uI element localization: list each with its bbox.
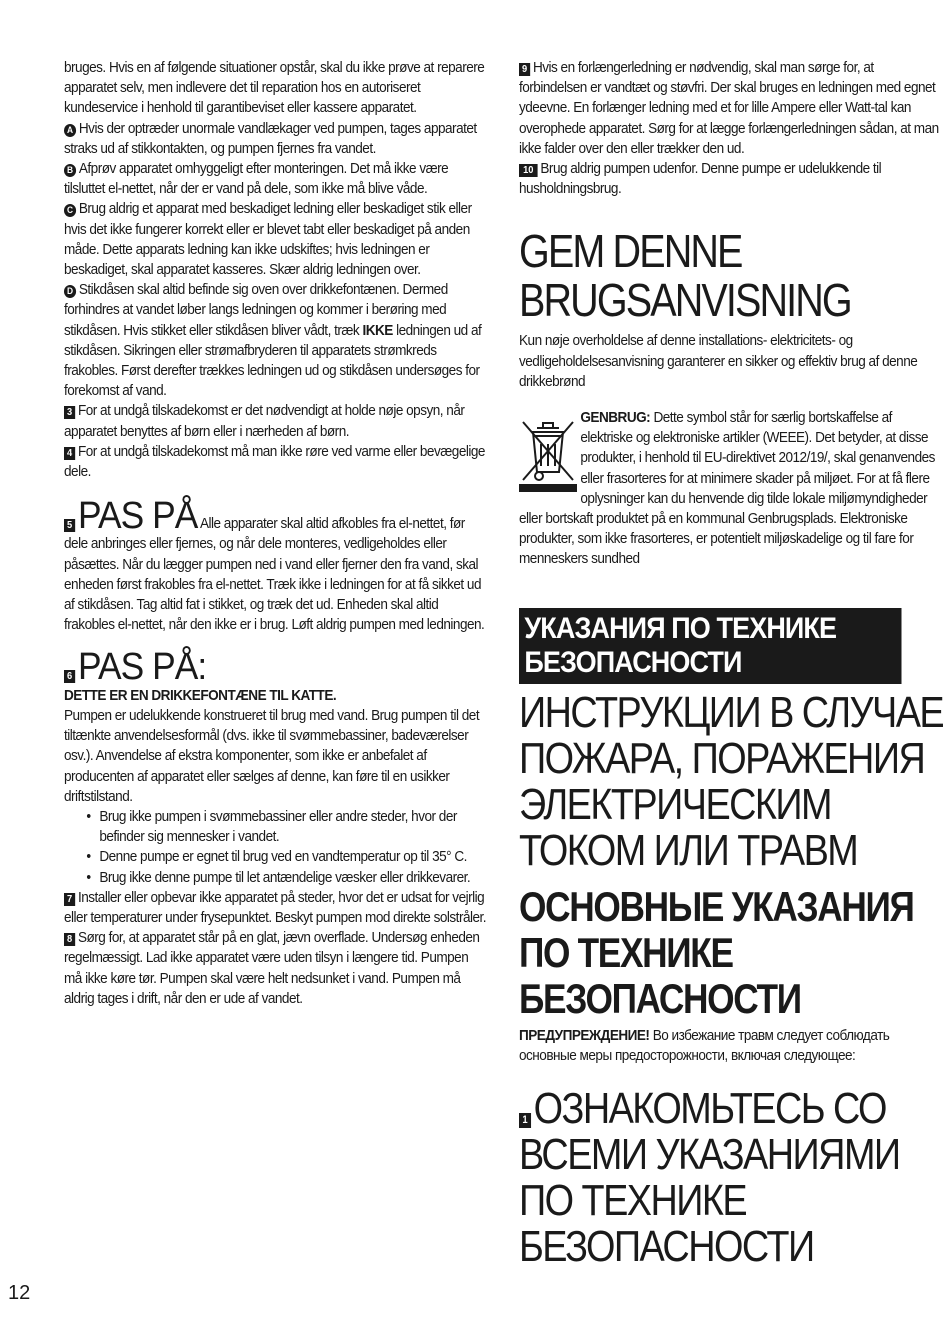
item-d-text-after: ledningen ud af stikdåsen. Sikringen eller strømafbryderen til apparatets strømkreds frakobles. Først derefter trækkes ledningen ud og stikdåsen undersøges for forekomst af vand.: [64, 322, 482, 400]
item-b-text: Afprøv apparatet omhyggeligt efter monteringen. Det må ikke være tilsluttet el-nettet, når der er vand på dele, som ikke må blive våde.: [64, 161, 449, 198]
marker-4: 4: [64, 447, 75, 460]
list-item: • Brug ikke denne pumpe til let antændelige væsker eller drikkevarer.: [86, 868, 487, 888]
item-7: [64, 888, 487, 928]
marker-c: C: [64, 204, 76, 217]
item-3-text: For at undgå tilskadekomst er det nødvendigt at holde nøje opsyn, når apparatet benyttes af børn eller i nærheden af børn.: [64, 403, 465, 440]
item-9: [519, 58, 942, 159]
item-8-text: Sørg for, at apparatet står på en glat, jævn overflade. Undersøg enheden regelmæssigt. Lad ikke apparatet være uden tilsyn i længere tid. Pumpen må ikke køre tør. Pumpen skal være helt nedsunket i vand. Pumpen må aldrig tages i drift, når den er ude af vandet.: [64, 930, 480, 1007]
page-number: 12: [8, 1282, 31, 1304]
item-5-heading: PAS PÅ: [77, 495, 198, 538]
ru-item-1-heading: ОЗНАКОМЬТЕСЬ СО ВСЕМИ УКАЗАНИЯМИ ПО ТЕХНИКЕ БЕЗОПАСНОСТИ: [519, 1084, 900, 1272]
gem-heading: GEM DENNE BRUGSANVISNING: [519, 225, 851, 327]
ru-warning-text: Во избежание травм следует соблюдать основные меры предосторожности, включая следующее:: [519, 1027, 890, 1064]
item-6-subheading: DETTE ER EN DRIKKEFONTÆNE TIL KATTE.: [64, 687, 337, 704]
marker-8: 8: [64, 933, 75, 946]
ru-heading-fire-shock-injury: ИНСТРУКЦИИ В СЛУЧАЕ ПОЖАРА, ПОРАЖЕНИЯ ЭЛЕКТРИЧЕСКИМ ТОКОМ ИЛИ ТРАВМ: [519, 687, 944, 875]
item-d: [64, 280, 487, 401]
marker-b: B: [64, 164, 76, 177]
marker-5: 5: [64, 519, 75, 532]
ru-safety-box-heading: УКАЗАНИЯ ПО ТЕХНИКЕ БЕЗОПАСНОСТИ: [519, 608, 902, 684]
item-3: [64, 401, 487, 441]
ru-item-1: [519, 1086, 950, 1270]
item-b: [64, 159, 487, 199]
item-4-text: For at undgå tilskadekomst må man ikke røre ved varme eller bevægelige dele.: [64, 443, 485, 481]
list-item: • Denne pumpe er egnet til brug ved en vandtemperatur op til 35° C.: [86, 847, 487, 867]
marker-10: 10: [519, 164, 538, 177]
item-6-heading: PAS PÅ:: [77, 646, 207, 689]
marker-a: A: [64, 124, 76, 137]
recycling-body: Dette symbol står for særlig bortskaffelse af elektriske og elektroniske artikler (WEEE). Det betyder, at disse produkter, i henhold til EU-direktivet 2012/19/, skal genanvendes eller frasorteres for at minimere skader på miljøet. For at få flere oplysninger kan du henvende dig tilde lokale miljømyndigheder eller bortskaft produktet på en kommunal Genbrugsplads. Elektroniske produkter, som ikke frasorteres, er potentielt miljøskadelige og til fare for menneskers sundhed: [519, 410, 935, 568]
item-7-text: Installer eller opbevar ikke apparatet på steder, hvor det er udsat for vejrlig eller temperaturer under frysepunktet. Beskyt pumpen mod direkte solstråler.: [64, 889, 487, 926]
ru-warning-label: ПРЕДУПРЕЖДЕНИЕ!: [519, 1027, 650, 1044]
item-9-text: Hvis en forlængerledning er nødvendig, skal man sørge for, at forbindelsen er vandtæt og støvfri. Der skal bruges en ledningen med egnet ydeevne. En forlænger ledning med et for lille Ampere eller Watt-tal kan overophede apparatet. Sørg for at lægge forlængerledningen sådan, at man ikke falder over den eller trækker den ud.: [519, 60, 939, 157]
marker-d: D: [64, 285, 76, 298]
ru-heading-basic-safety: ОСНОВНЫЕ УКАЗАНИЯ ПО ТЕХНИКЕ БЕЗОПАСНОСТИ: [519, 882, 914, 1022]
item-a-text: Hvis der optræder unormale vandlækager ved pumpen, tages apparatet straks ud af stikkontakten, og pumpen fjernes fra vandet.: [64, 120, 477, 157]
right-column: [519, 58, 944, 1270]
item-c: [64, 199, 487, 280]
item-4: [64, 442, 487, 482]
ru-warning: [519, 1026, 942, 1066]
item-10-text: Brug aldrig pumpen udenfor. Denne pumpe er udelukkende til husholdningsbrug.: [519, 161, 882, 198]
item-6-bullet-list: [64, 807, 487, 888]
recycling-label: GENBRUG:: [580, 410, 651, 427]
marker-6: 6: [64, 670, 75, 683]
marker-3: 3: [64, 406, 75, 419]
item-8: [64, 928, 487, 1009]
item-10: [519, 159, 942, 199]
item-c-text: Brug aldrig et apparat med beskadiget ledning eller beskadiget stik eller hvis det ikke fungerer korrekt eller er blevet tabt eller beskadiget på anden måde. Dette apparats ledning kan ikke udskiftes; hvis ledningen er beskadiget, skal apparatet kasseres. Skær aldrig ledningen over.: [64, 201, 472, 279]
item-a: [64, 119, 487, 159]
list-item: • Brug ikke pumpen i svømmebassiner eller andre steder, hvor der befinder sig mennesker i vandet.: [86, 807, 487, 847]
gem-paragraph: Kun nøje overholdelse af denne installations- elektricitets- og vedligeholdelsesanvisning garanterer en sikker og effektiv brug af denne drikkebrønd: [519, 333, 918, 390]
item-d-text-before: Stikdåsen skal altid befinde sig oven over drikkefontænen. Dermed forhindres at vandet løber langs ledningen og kommer i berøring med stikdåsen. Hvis stikket eller stikdåsen bliver vådt, træk: [64, 282, 448, 339]
marker-ru-1: 1: [519, 1113, 531, 1128]
left-column: [64, 58, 489, 1009]
marker-9: 9: [519, 63, 530, 76]
recycling-notice: [519, 408, 944, 570]
item-d-emphasis: IKKE: [362, 322, 393, 339]
recycling-text: [519, 408, 942, 570]
marker-7: 7: [64, 893, 75, 906]
item-5: [64, 495, 487, 635]
item-6-text: Pumpen er udelukkende konstrueret til brug med vand. Brug pumpen til det tiltænkte anvendelsesformål (dvs. ikke til svømmebassiner, badeværelser osv.). Anvendelse af ekstra komponenter, som ikke er anbefalet af producenten af apparatet eller sælges af denne, kan føre til en usikker driftstilstand.: [64, 707, 480, 805]
item-6-heading-line: [64, 646, 487, 689]
intro-paragraph: bruges. Hvis en af følgende situationer opstår, skal du ikke prøve at reparere apparatet selv, men indlevere det til reparation hos en autoriseret kundeservice i henhold til garantibeviset eller kassere apparatet.: [64, 60, 485, 117]
item-5-text: Alle apparater skal altid afkobles fra el-nettet, før dele anbringes eller fjernes, og når dele monteres, vedligeholdes eller påsættes. Når du lægger pumpen ned i vand eller fjerner den fra vand, skal enheden først frakobles fra el-nettet. Træk ikke i ledningen for at få sikket ud af stikdåsen. Tag altid fat i stikket, og træk det ud. Enheden skal altid frakobles el-nettet, når den ikke er i brug. Løft aldrig pumpen med ledningen.: [64, 516, 485, 634]
